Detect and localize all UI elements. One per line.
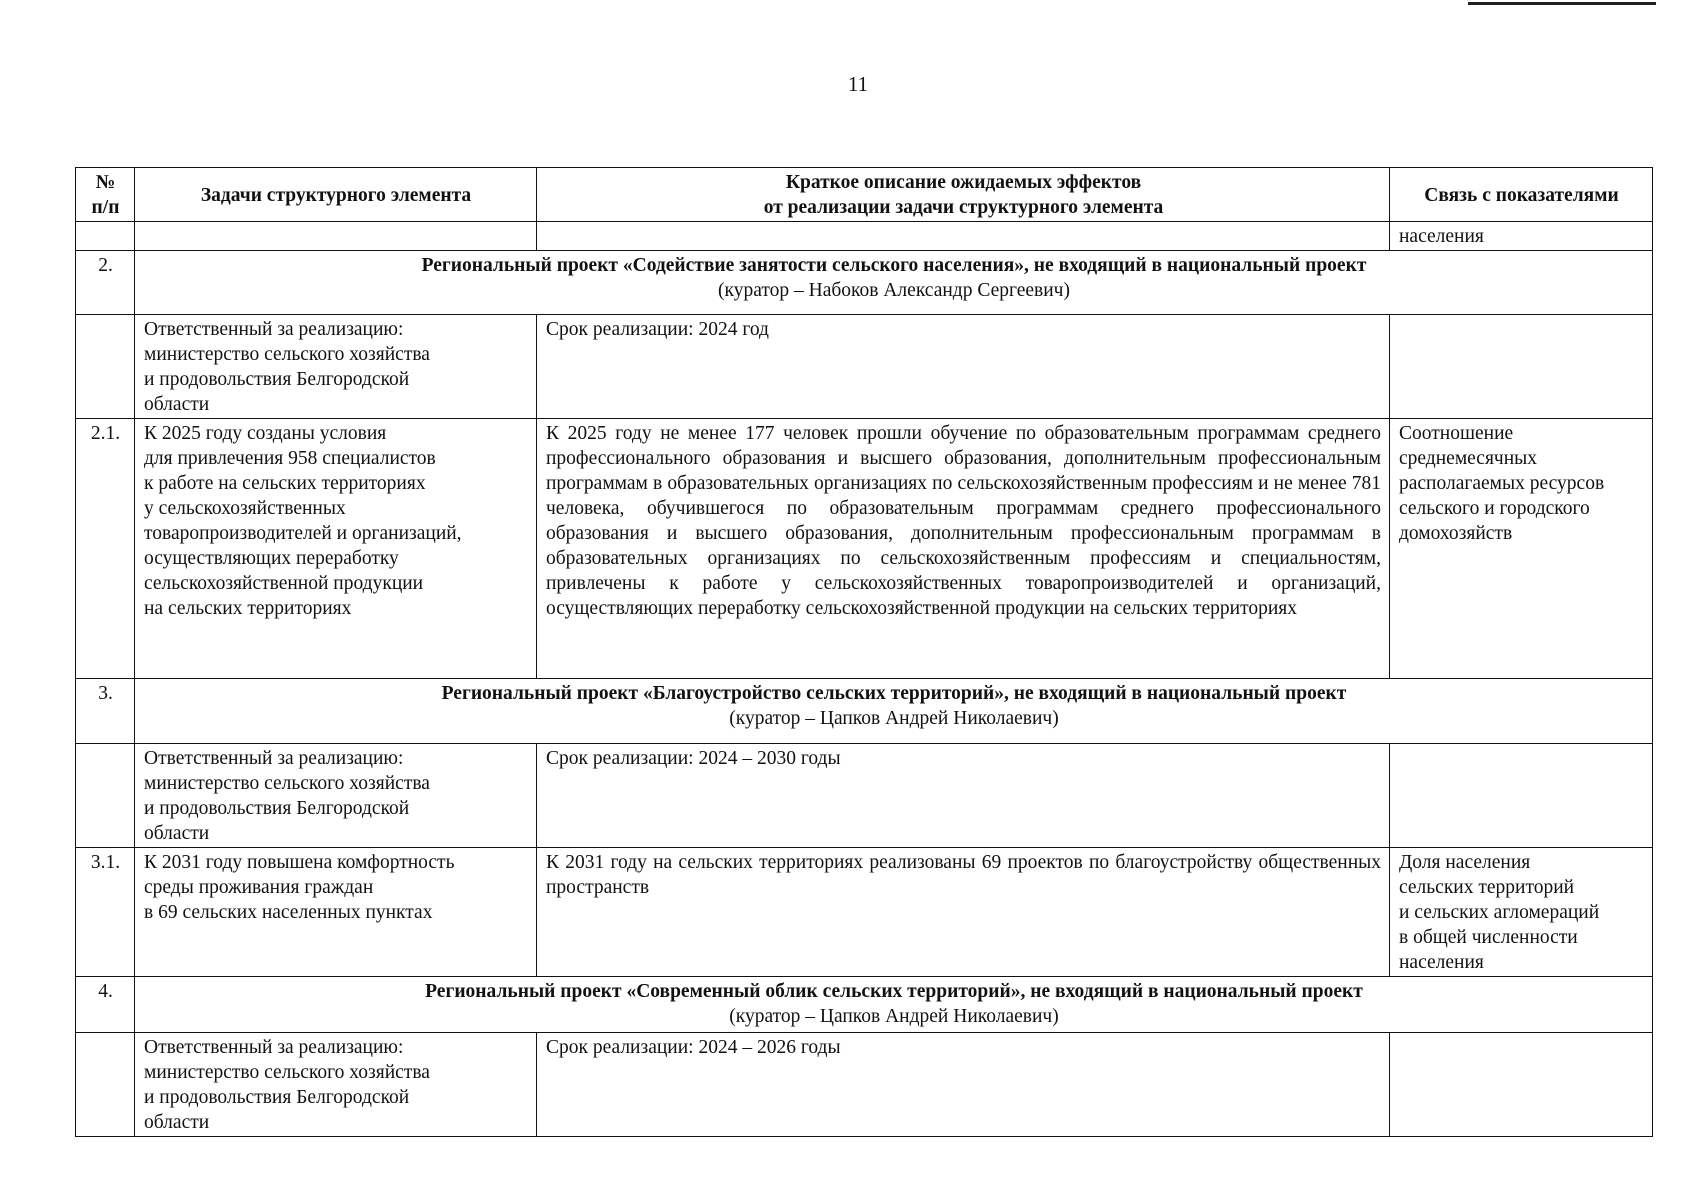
task-effect: К 2031 году на сельских территориях реализованы 69 проектов по благоустройству общественных пространств — [537, 848, 1390, 977]
task-row — [76, 419, 1653, 679]
task-text: К 2025 году созданы условия для привлечения 958 специалистов к работе на сельских территориях у сельскохозяйственных товаропроизводителей и организаций, осуществляющих переработку сельскохозяйственной продукции на сельских территориях — [135, 419, 537, 679]
section-curator: (куратор – Цапков Андрей Николаевич) — [729, 1006, 1059, 1027]
task-indicator: Соотношение среднемесячных располагаемых ресурсов сельского и городского домохозяйств — [1390, 419, 1653, 679]
deadline-text: Срок реализации: 2024 – 2030 годы — [537, 744, 1390, 848]
responsible-row — [76, 315, 1653, 419]
header-effects: Краткое описание ожидаемых эффектов от реализации задачи структурного элемента — [537, 168, 1390, 222]
section-number: 4. — [76, 977, 135, 1033]
responsible-num — [76, 1033, 135, 1137]
table-header-row — [76, 168, 1653, 222]
section-curator: (куратор – Набоков Александр Сергеевич) — [718, 280, 1070, 301]
page-number: 11 — [847, 72, 869, 96]
section-curator: (куратор – Цапков Андрей Николаевич) — [729, 708, 1059, 729]
task-text: К 2031 году повышена комфортность среды проживания граждан в 69 сельских населенных пунктах — [135, 848, 537, 977]
section-row — [76, 679, 1653, 744]
responsible-indicator — [1390, 315, 1653, 419]
task-number: 3.1. — [76, 848, 135, 977]
section-row — [76, 977, 1653, 1033]
task-number: 2.1. — [76, 419, 135, 679]
section-number: 3. — [76, 679, 135, 744]
section-row — [76, 251, 1653, 315]
deadline-text: Срок реализации: 2024 год — [537, 315, 1390, 419]
structural-elements-table — [75, 167, 1653, 1137]
responsible-text: Ответственный за реализацию: министерство сельского хозяйства и продовольствия Белгородской области — [135, 744, 537, 848]
continuation-row — [76, 222, 1653, 251]
top-edge-rule — [1468, 2, 1656, 5]
responsible-row — [76, 744, 1653, 848]
section-title: Региональный проект «Благоустройство сельских территорий», не входящий в национальный проект — [441, 683, 1347, 704]
task-indicator: Доля населения сельских территорий и сельских агломераций в общей численности населения — [1390, 848, 1653, 977]
continuation-indicator: населения — [1390, 222, 1653, 251]
section-heading — [135, 679, 1653, 744]
section-number: 2. — [76, 251, 135, 315]
section-heading — [135, 251, 1653, 315]
header-indicators: Связь с показателями — [1390, 168, 1653, 222]
header-tasks: Задачи структурного элемента — [135, 168, 537, 222]
task-effect: К 2025 году не менее 177 человек прошли обучение по образовательным программам среднего профессионального образования и высшего образования, дополнительным профессиональным программам в образовательных организациях по сельскохозяйственным профессиям и не менее 781 человека, обучившегося по образовательным программам среднего профессионального образования и высшего образования, дополнительным профессиональным программам в образовательных организациях по сельскохозяйственным профессиям и специальностям, привлечены к работе у сельскохозяйственных товаропроизводителей и организаций, осуществляющих переработку сельскохозяйственной продукции на сельских территориях — [537, 419, 1390, 679]
deadline-text: Срок реализации: 2024 – 2026 годы — [537, 1033, 1390, 1137]
section-heading — [135, 977, 1653, 1033]
responsible-num — [76, 744, 135, 848]
continuation-task — [135, 222, 537, 251]
responsible-text: Ответственный за реализацию: министерство сельского хозяйства и продовольствия Белгородской области — [135, 1033, 537, 1137]
section-title: Региональный проект «Содействие занятости сельского населения», не входящий в национальный проект — [421, 255, 1367, 276]
task-row — [76, 848, 1653, 977]
section-title: Региональный проект «Современный облик сельских территорий», не входящий в национальный проект — [425, 981, 1363, 1002]
continuation-effect — [537, 222, 1390, 251]
responsible-text: Ответственный за реализацию: министерство сельского хозяйства и продовольствия Белгородской области — [135, 315, 537, 419]
continuation-num — [76, 222, 135, 251]
responsible-row — [76, 1033, 1653, 1137]
responsible-indicator — [1390, 1033, 1653, 1137]
header-num: № п/п — [76, 168, 135, 222]
responsible-num — [76, 315, 135, 419]
responsible-indicator — [1390, 744, 1653, 848]
